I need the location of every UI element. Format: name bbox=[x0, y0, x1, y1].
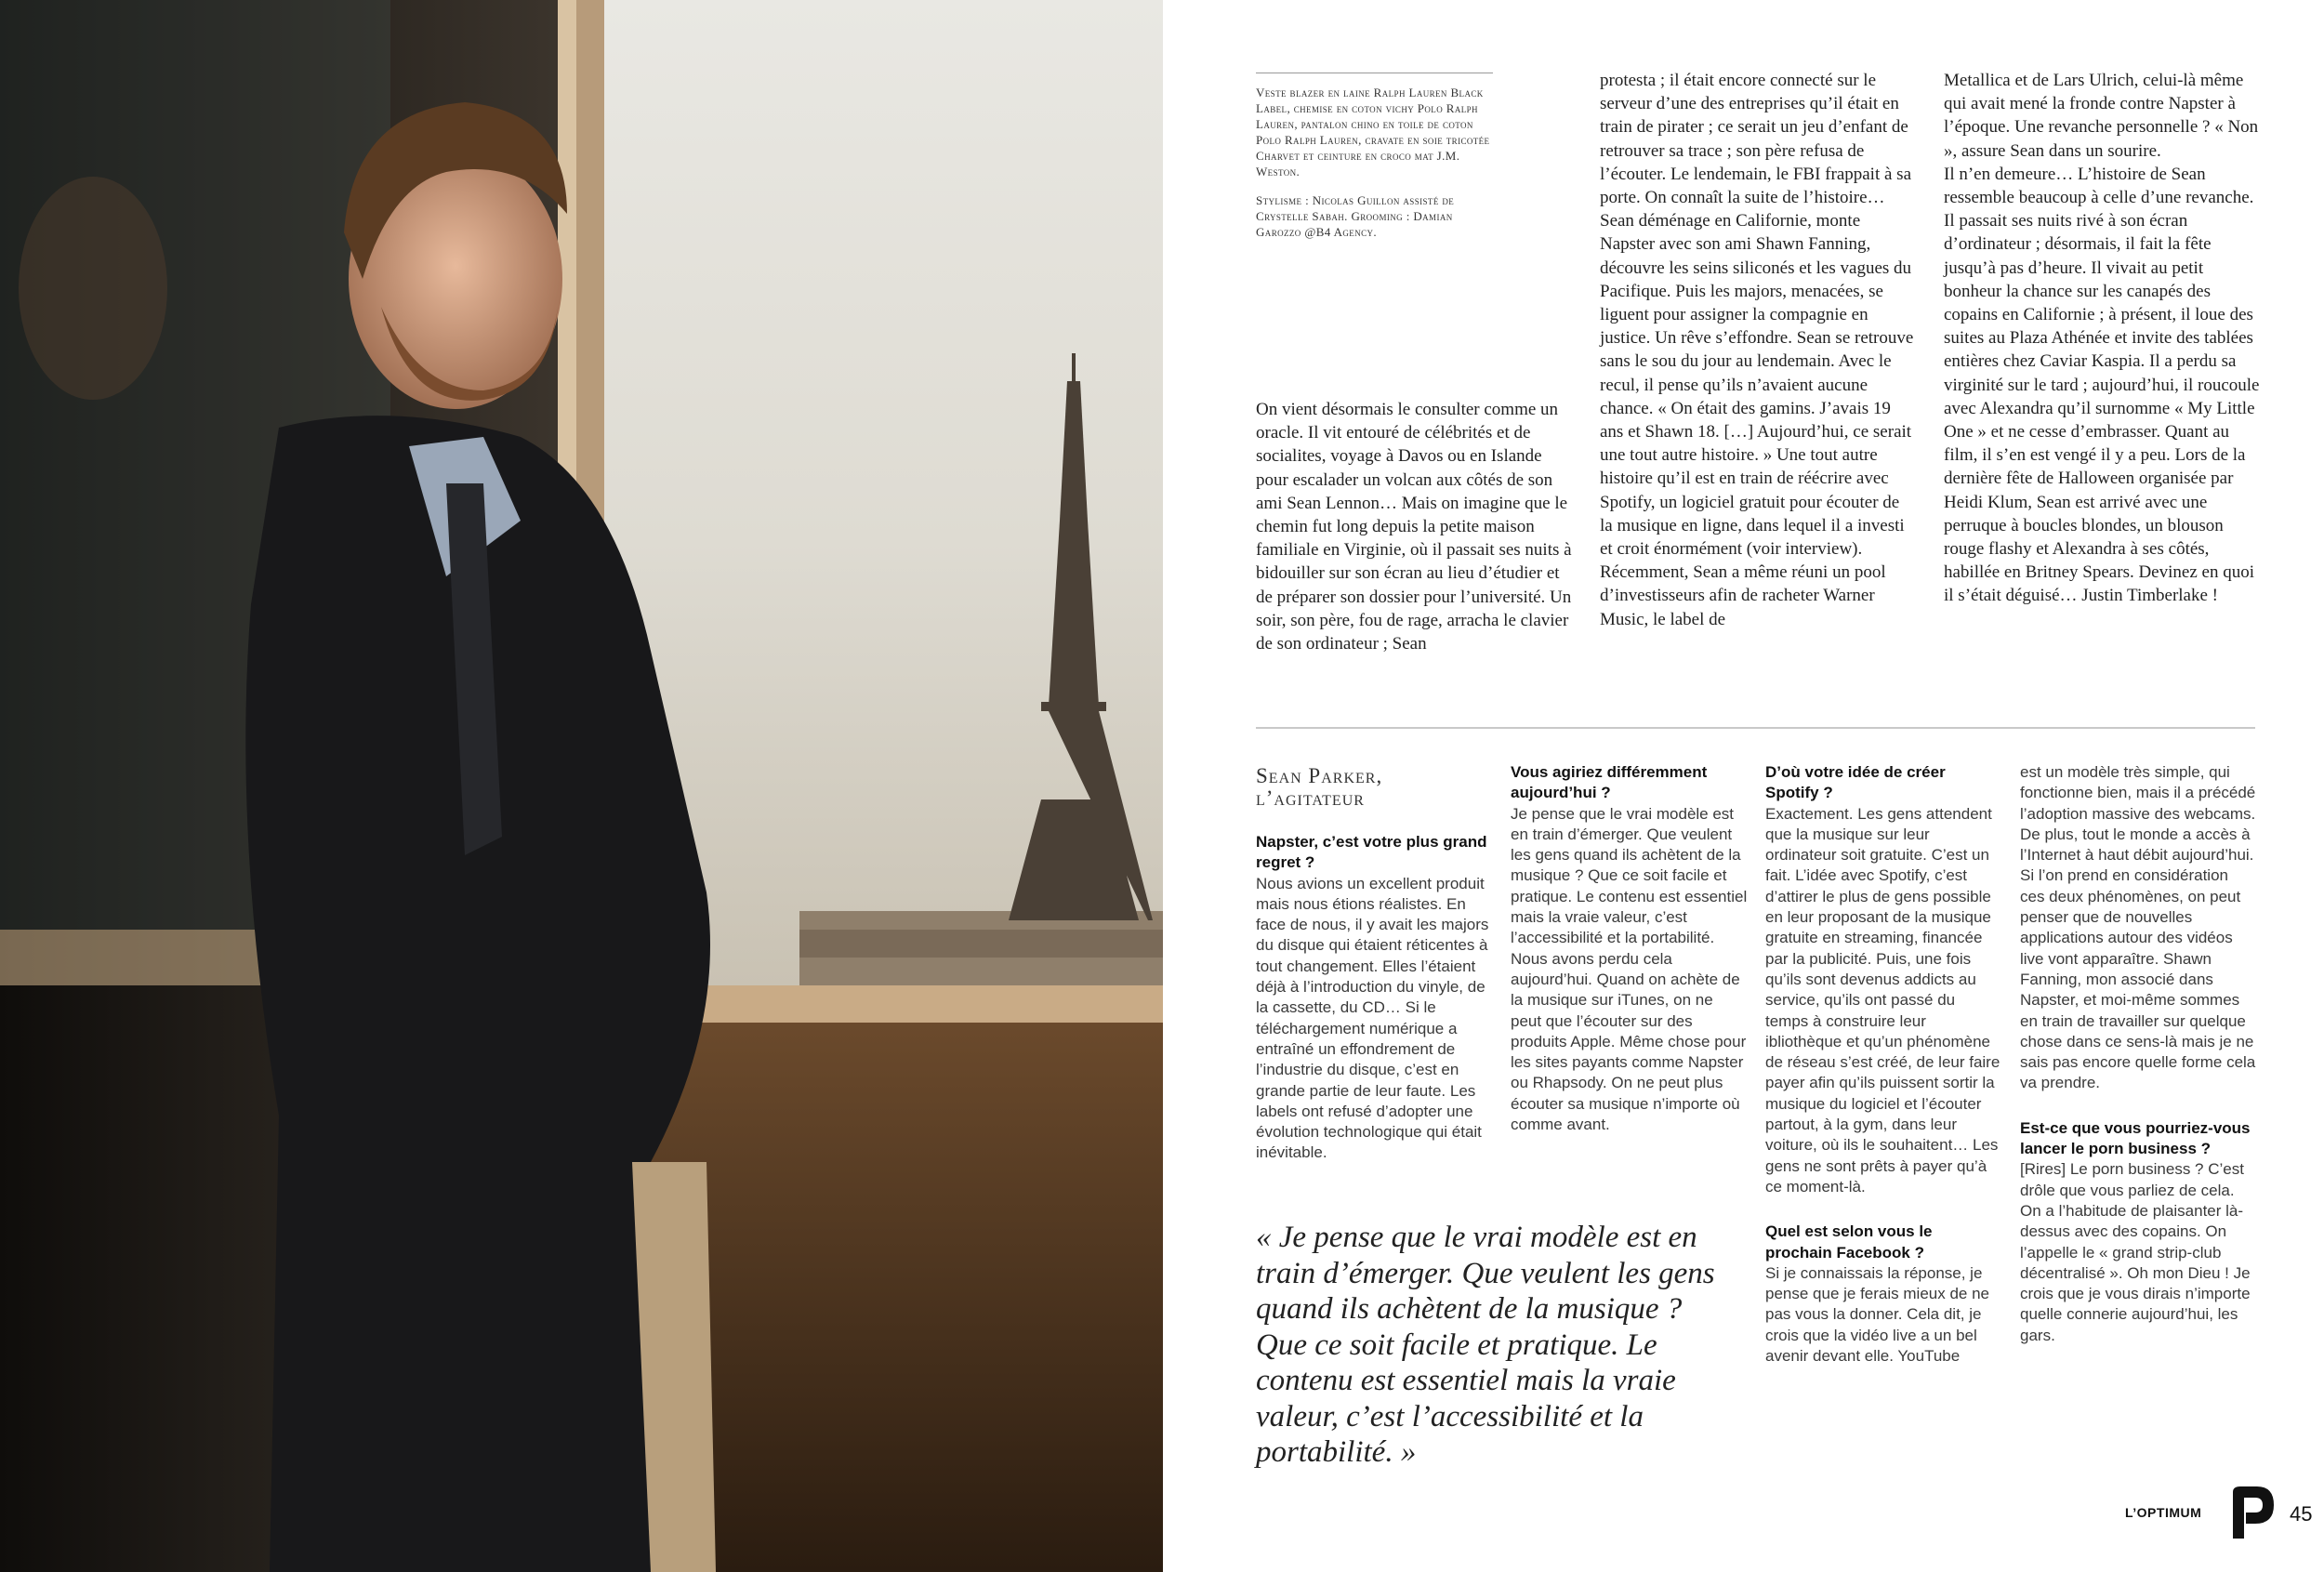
interview-column-3 bbox=[1765, 762, 2002, 1391]
article-page bbox=[1163, 0, 2324, 1572]
interview-answer: [Rires] Le porn business ? C’est drôle que vous parliez de cela. On a l’habitude de plaisanter là-dessus avec des copains. On l’appelle le « grand strip-club décentralisé ». Oh mon Dieu ! Je crois que je vous dirais n’importe quelle connerie aujourd’hui, les gars. bbox=[2020, 1160, 2251, 1344]
interview-title-line1: Sean Parker, bbox=[1256, 764, 1383, 787]
interview-column-2 bbox=[1511, 762, 1748, 1159]
interview-answer: est un modèle très simple, qui fonctionne bien, mais il a précédé l’adoption massive des webcams. De plus, tout le monde a accès à l’Internet à haut débit aujourd’hui. Si l’on prend en considération ces deux phénomènes, on peut penser que de nouvelles applications autour des vidéos live vont apparaître. Shawn Fanning, mon associé dans Napster, et moi-même sommes en train de travailler sur quelque chose dans ce sens-là mais je ne sais pas encore quelle forme cela va prendre. bbox=[2020, 763, 2256, 1092]
interview-question: Vous agiriez différemment aujourd’hui ? bbox=[1511, 763, 1708, 802]
interview-column-1 bbox=[1256, 832, 1493, 1188]
section-divider bbox=[1256, 727, 2255, 729]
interview-question: Quel est selon vous le prochain Facebook ? bbox=[1765, 1222, 1933, 1262]
article-paragraph: On vient désormais le consulter comme un oracle. Il vit entouré de célébrités et de socialites, voyage à Davos ou en Islande pour escalader un volcan aux côtés de son ami Sean Lennon… Mais on imagine que le chemin fut long depuis la petite maison familiale en Virginie, où il passait ses nuits à bidouiller sur son écran au lieu d’étudier et de préparer son dossier pour l’université. Un soir, son père, fou de rage, arracha le clavier de son ordinateur ; Sean bbox=[1256, 400, 1572, 654]
article-column-3 bbox=[1944, 69, 2260, 608]
interview-answer: Exactement. Les gens attendent que la musique sur leur ordinateur soit gratuite. C’est un fait. L’idée avec Spotify, c’est d’attirer le plus de gens possible en leur proposant de la musique gratuite en streaming, financée par la publicité. Puis, une fois qu’ils sont devenus addicts au service, qu’ils ont passé du temps à construire leur ibliothèque et qu’un phénomène de réseau s’est créé, de leur faire payer afin qu’ils puissent sortir la musique du logiciel et l’écouter partout, à la gym, dans leur voiture, où ils le souhaitent… Les gens ne sont prêts à payer qu’à ce moment-là. bbox=[1765, 804, 2000, 1196]
interview-column-4 bbox=[2020, 762, 2257, 1370]
article-column-2 bbox=[1600, 69, 1916, 631]
article-paragraph: Il n’en demeure… L’histoire de Sean ressemble beaucoup à celle d’une revanche. Il passait ses nuits rivé à son écran d’ordinateur ; désormais, il fait la fête jusqu’à pas d’heure. Il vivait au petit bonheur la chance sur les canapés des copains en Californie ; à présent, il loue des suites au Plaza Athénée et invite des tablées entières chez Caviar Kaspia. Il a perdu sa virginité sur le tard ; aujourd’hui, il roucoule avec Alexandra qu’il surnomme « My Little One » et ne cesse d’embrasser. Quant au film, il s’en est vengé il y a peu. Lors de la dernière fête de Halloween organisée par Heidi Klum, Sean est arrivé avec une perruque à boucles blondes, un blouson rouge flashy et Alexandra à ses côtés, habillée en Britney Spears. Devinez en quoi il s’était déguisé… Justin Timberlake ! bbox=[1944, 164, 2260, 606]
interview-title-line2: l’agitateur bbox=[1256, 786, 1365, 810]
interview-answer: Si je connaissais la réponse, je pense que je ferais mieux de ne pas vous la donner. Cela dit, je crois que la vidéo live a un bel avenir devant elle. YouTube bbox=[1765, 1263, 1989, 1366]
styling-credit: Stylisme : Nicolas Guillon assisté de Crystelle Sabah. Grooming : Damian Garozzo @B4 Agency. bbox=[1256, 193, 1455, 239]
article-column-1 bbox=[1256, 398, 1572, 655]
interview-answer: Je pense que le vrai modèle est en train d’émerger. Que veulent les gens quand ils achètent de la musique ? Que ce soit facile et pratique. Le contenu est essentiel mais la vraie valeur, c’est l’accessibilité et la portabilité. Nous avons perdu cela aujourd’hui. Quand on achète de la musique sur iTunes, on ne peut que l’écouter sur des produits Apple. Même chose pour les sites payants comme Napster ou Rhapsody. On ne peut plus écouter sa musique n’importe où comme avant. bbox=[1511, 804, 1748, 1134]
photo-credits bbox=[1256, 73, 1493, 253]
magazine-brand: L’OPTIMUM bbox=[2125, 1505, 2202, 1520]
interview-answer: Nous avions un excellent produit mais nous étions réalistes. En face de nous, il y avait les majors du disque qui étaient réticentes à tout changement. Elles l’étaient déjà à l’introduction du vinyle, de la cassette, du CD… Si le téléchargement numérique a entraîné un effondrement de l’industrie du disque, c’est en grande partie de leur faute. Les labels ont refusé d’adopter une évolution technologique qui était inévitable. bbox=[1256, 874, 1489, 1162]
interview-question: D’où votre idée de créer Spotify ? bbox=[1765, 763, 1946, 802]
article-paragraph: protesta ; il était encore connecté sur le serveur d’une des entreprises qu’il était en train de pirater ; ce serait un jeu d’enfant de retrouver sa trace ; son père refusa de l’écouter. Le lendemain, le FBI frappait à sa porte. On connaît la suite de l’histoire… Sean déménage en Californie, monte Napster avec son ami Shawn Fanning, découvre les seins siliconés et les vagues du Pacifique. Puis les majors, menacées, se liguent pour assigner la compagnie en justice. Un rêve s’effondre. Sean se retrouve sans le sou du jour au lendemain. Avec le recul, il pense qu’ils n’avaient aucune chance. « On était des gamins. J’avais 19 ans et Shawn 18. […] Aujourd’hui, ce serait une tout autre histoire. » Une tout autre histoire qu’il est en train de réécrire avec Spotify, un logiciel gratuit pour écouter de la musique en ligne, dans lequel il a investi et croit énormément (voir interview). Récemment, Sean a même réuni un pool d’investisseurs afin de racheter Warner Music, le label de bbox=[1600, 71, 1914, 629]
page-number: 45 bbox=[2290, 1502, 2313, 1526]
interview-question: Napster, c’est votre plus grand regret ? bbox=[1256, 833, 1487, 872]
interview-question: Est-ce que vous pourriez-vous lancer le porn business ? bbox=[2020, 1118, 2251, 1158]
outfit-credit: Veste blazer en laine Ralph Lauren Black Label, chemise en coton vichy Polo Ralph Lauren, pantalon chino en toile de coton Polo Ralph Lauren, cravate en soie tricotée Charvet et ceinture en croco mat J.M. Weston. bbox=[1256, 86, 1490, 178]
pull-quote: « Je pense que le vrai modèle est en train d’émerger. Que veulent les gens quand ils achètent de la musique ? Que ce soit facile et pratique. Le contenu est essentiel mais la vraie valeur, c’est l’accessibilité et la portabilité. » bbox=[1256, 1221, 1715, 1469]
magazine-logo-icon bbox=[2227, 1485, 2278, 1540]
article-paragraph: Metallica et de Lars Ulrich, celui-là même qui avait mené la fronde contre Napster à l’époque. Une revanche personnelle ? « Non », assure Sean dans un sourire. bbox=[1944, 71, 2259, 161]
interview-title bbox=[1256, 765, 1493, 810]
